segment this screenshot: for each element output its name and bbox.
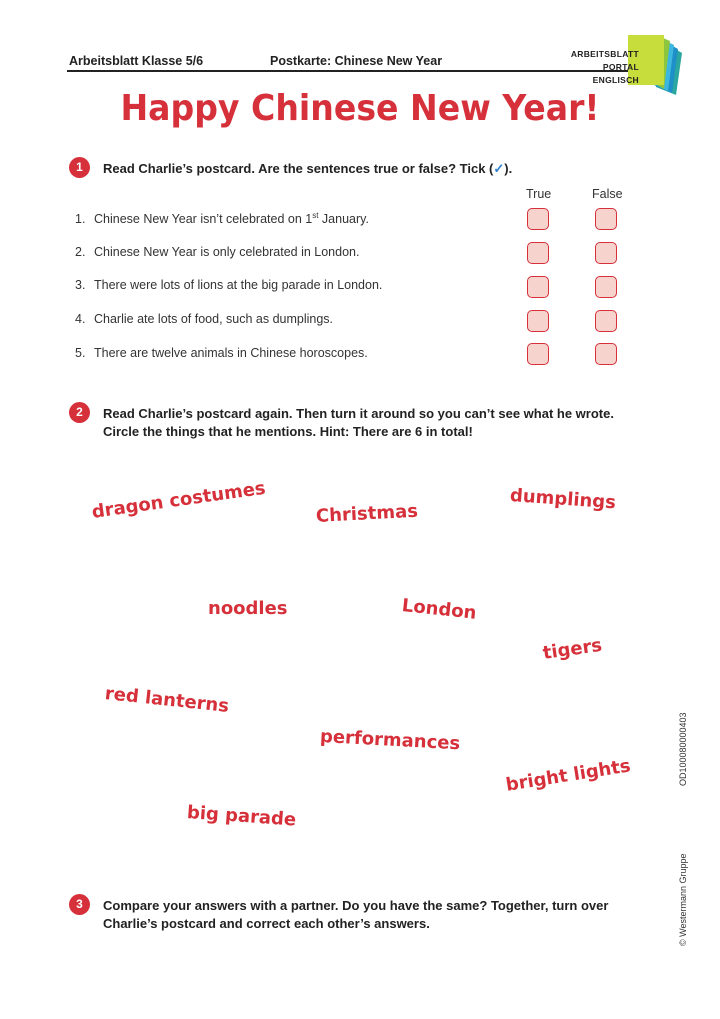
checkbox-false-3[interactable] (595, 276, 617, 298)
checkbox-false-2[interactable] (595, 242, 617, 264)
statement-number: 5. (75, 346, 86, 360)
column-header-false: False (592, 187, 623, 201)
checkbox-false-4[interactable] (595, 310, 617, 332)
checkbox-false-1[interactable] (595, 208, 617, 230)
statement-number: 4. (75, 312, 86, 326)
statement-number: 3. (75, 278, 86, 292)
statement-text: There were lots of lions at the big parade in London. (94, 278, 383, 292)
statement-number: 2. (75, 245, 86, 259)
logo-line-1: ARBEITSBLATT (570, 49, 639, 59)
statement-number: 1. (75, 212, 86, 227)
logo-line-3: ENGLISCH (592, 75, 639, 85)
word-london[interactable]: London (400, 595, 478, 624)
checkbox-true-1[interactable] (527, 208, 549, 230)
document-code: OD100080000403 (678, 712, 688, 786)
checkbox-true-4[interactable] (527, 310, 549, 332)
statement-text: Chinese New Year isn’t celebrated on 1 (94, 212, 313, 227)
header-divider (67, 70, 633, 72)
word-red-lanterns[interactable]: red lanterns (103, 683, 231, 717)
word-bright-lights[interactable]: bright lights (504, 755, 632, 796)
word-christmas[interactable]: Christmas (315, 500, 419, 527)
task-2-badge: 2 (69, 402, 90, 423)
checkbox-true-5[interactable] (527, 343, 549, 365)
statement-text-end: January. (318, 212, 369, 227)
task-1-badge: 1 (69, 157, 90, 178)
task-1-instruction-text: Read Charlie’s postcard. Are the sentences true or false? Tick ( (103, 161, 494, 176)
statement-3 (75, 278, 382, 292)
word-noodles[interactable]: noodles (208, 598, 288, 619)
checkbox-false-5[interactable] (595, 343, 617, 365)
checkbox-true-2[interactable] (527, 242, 549, 264)
column-header-true: True (526, 187, 552, 201)
statement-text: There are twelve animals in Chinese horoscopes. (94, 346, 368, 360)
task-1-instruction-end: ). (504, 161, 513, 176)
copyright-notice: © Westermann Gruppe (678, 853, 688, 946)
tick-icon: ✓ (493, 161, 505, 176)
page-title: Happy Chinese New Year! (120, 88, 600, 129)
statement-5 (75, 346, 368, 360)
word-performances[interactable]: performances (319, 726, 461, 755)
word-tigers[interactable]: tigers (541, 634, 604, 664)
task-2-instruction-line-2: Circle the things that he mentions. Hint: There are 6 in total! (103, 424, 473, 439)
task-3-badge: 3 (69, 894, 90, 915)
statement-2 (75, 245, 359, 259)
statement-text: Charlie ate lots of food, such as dumplings. (94, 312, 334, 326)
checkbox-true-3[interactable] (527, 276, 549, 298)
task-1-instruction (103, 160, 512, 178)
task-3-instruction-line-2: Charlie’s postcard and correct each other’s answers. (103, 916, 430, 931)
task-3-instruction-line-1: Compare your answers with a partner. Do you have the same? Together, turn over (103, 898, 609, 913)
statement-superscript: st (312, 211, 319, 220)
worksheet-label: Arbeitsblatt Klasse 5/6 (69, 54, 204, 68)
statement-4 (75, 312, 333, 326)
logo-line-2: PORTAL (602, 62, 639, 72)
topic-label: Postkarte: Chinese New Year (270, 54, 443, 68)
word-big-parade[interactable]: big parade (186, 802, 297, 831)
task-2-instruction-line-1: Read Charlie’s postcard again. Then turn it around so you can’t see what he wrote. (103, 406, 614, 421)
statement-1 (75, 211, 369, 226)
word-dragon-costumes[interactable]: dragon costumes (90, 477, 267, 523)
statement-text: Chinese New Year is only celebrated in London. (94, 245, 360, 259)
word-dumplings[interactable]: dumplings (509, 485, 617, 514)
